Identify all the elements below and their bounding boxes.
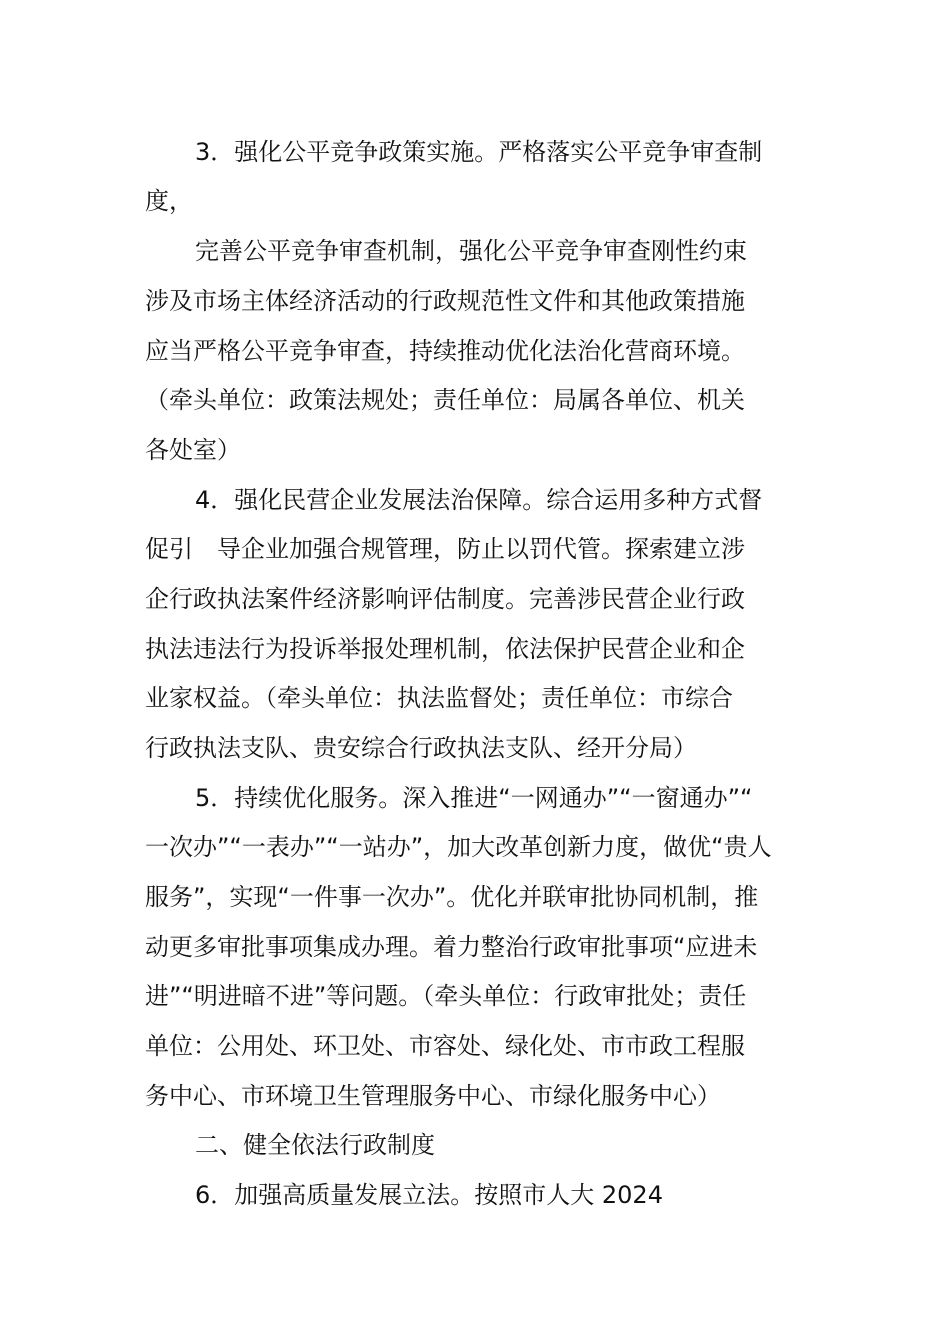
text-line: 度， xyxy=(145,187,193,215)
text-line: 涉及市场主体经济活动的行政规范性文件和其他政策措施 xyxy=(145,287,745,315)
text-line: 6．加强高质量发展立法。按照市人大 2024 xyxy=(195,1181,663,1209)
text-line: 单位：公用处、环卫处、市容处、绿化处、市市政工程服 xyxy=(145,1032,745,1060)
text-line: 5．持续优化服务。深入推进“一网通办”“一窗通办”“ xyxy=(195,784,753,812)
text-line: 4．强化民营企业发展法治保障。综合运用多种方式督 xyxy=(195,486,763,514)
text-line: 各处室） xyxy=(145,436,241,464)
section-heading: 二、健全依法行政制度 xyxy=(195,1131,435,1159)
text-line: 应当严格公平竞争审查，持续推动优化法治化营商环境。 xyxy=(145,337,745,365)
text-line: 促引 导企业加强合规管理，防止以罚代管。探索建立涉 xyxy=(145,535,745,563)
text-line: 务中心、市环境卫生管理服务中心、市绿化服务中心） xyxy=(145,1082,721,1110)
text-line: 进”“明进暗不进”等问题。（牵头单位：行政审批处；责任 xyxy=(145,982,747,1010)
text-line: 企行政执法案件经济影响评估制度。完善涉民营企业行政 xyxy=(145,585,745,613)
text-line: 行政执法支队、贵安综合行政执法支队、经开分局） xyxy=(145,734,697,762)
text-line: 执法违法行为投诉举报处理机制，依法保护民营企业和企 xyxy=(145,635,745,663)
text-line: 动更多审批事项集成办理。着力整治行政审批事项“应进未 xyxy=(145,933,758,961)
text-line: 一次办”“一表办”“一站办”，加大改革创新力度，做优“贵人 xyxy=(145,833,772,861)
text-line: 完善公平竞争审查机制，强化公平竞争审查刚性约束 xyxy=(195,237,747,265)
text-line: 业家权益。（牵头单位：执法监督处；责任单位：市综合 xyxy=(145,684,733,712)
text-line: （牵头单位：政策法规处；责任单位：局属各单位、机关 xyxy=(145,386,745,414)
text-line: 服务”，实现“一件事一次办”。优化并联审批协同机制，推 xyxy=(145,883,759,911)
text-line: 3．强化公平竞争政策实施。严格落实公平竞争审查制 xyxy=(195,138,763,166)
